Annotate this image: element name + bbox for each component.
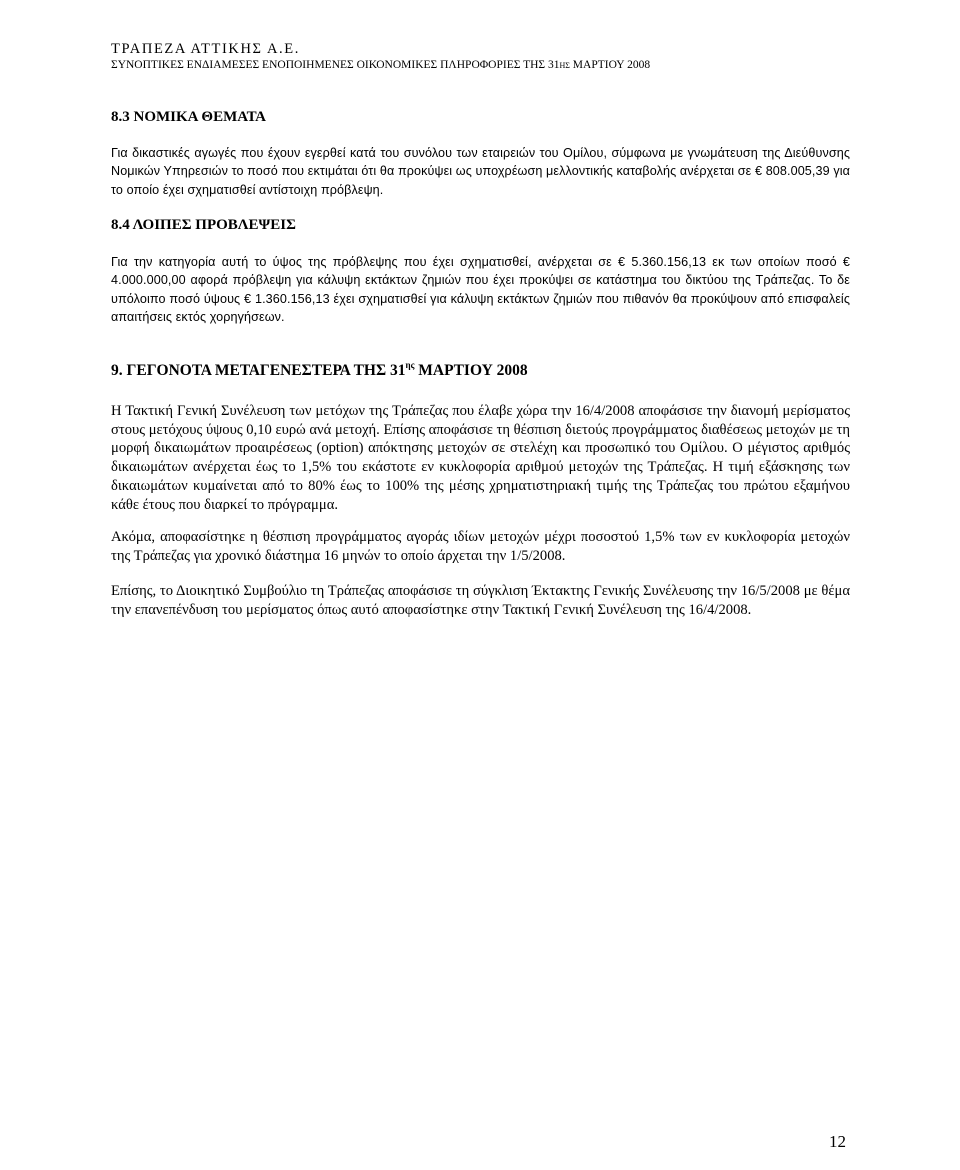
section-8-3-body [111,144,850,199]
section-9-text-1: Η Τακτική Γενική Συνέλευση των μετόχων της Τράπεζας που έλαβε χώρα την 16/4/2008 αποφάσισε την διανομή μερίσματος στους μετόχους ύψους 0,10 ευρώ ανά μετοχή. Επίσης αποφάσισε τη θέσπιση διετούς προγράμματος διαθέσεως μετοχών με τη μορφή δικαιωμάτων προαιρέσεως (option) απόκτησης μετοχών σε στελέχη και προσωπικό του Ομίλου. Ο μέγιστος αριθμός δικαιωμάτων ανέρχεται έως το 1,5% του εκάστοτε εν κυκλοφορία αριθμού μετοχών της Τράπεζας. Η τιμή εξάσκησης των δικαιωμάτων κυμαίνεται από το 80% έως το 100% της μέσης χρηματιστηριακή τιμής της Τράπεζας του πρώτου εξαμήνου κάθε έτους που διαρκεί το πρόγραμμα. [111,403,850,513]
section-8-4-text: Για την κατηγορία αυτή το ύψος της πρόβλεψης που έχει σχηματισθεί, ανέρχεται σε € 5.360.156,13 εκ των οποίων ποσό € 4.000.000,00 αφορά πρόβλεψη για κάλυψη εκτάκτων ζημιών που έχει προκύψει σε κατάστημα του δικτύου της Τράπεζας. Το δε υπόλοιπο ποσό ύψους € 1.360.156,13 έχει σχηματισθεί για κάλυψη εκτάκτων ζημιών που πιθανόν θα προκύψουν από επισφαλείς απαιτήσεις εκτός χορηγήσεων. [111,255,850,324]
section-9-title-prefix: 9. ΓΕΓΟΝΟΤΑ ΜΕΤΑΓΕΝΕΣΤΕΡΑ ΤΗΣ 31 [111,362,406,379]
section-9-text-3: Επίσης, το Διοικητικό Συμβούλιο τη Τράπεζας αποφάσισε τη σύγκλιση Έκτακτης Γενικής Συνέλευσης την 16/5/2008 με θέμα την επανεπένδυση του μερίσματος όπως αυτό αποφασίστηκε στην Τακτική Γενική Συνέλευση της 16/4/2008. [111,583,850,618]
section-8-4-body [111,253,850,326]
section-8-3 [111,108,850,126]
section-8-4-title: 8.4 ΛΟΙΠΕΣ ΠΡΟΒΛΕΨΕΙΣ [111,217,296,233]
page-header [111,40,851,73]
section-9-text-2: Ακόμα, αποφασίστηκε η θέσπιση προγράμματος αγοράς ιδίων μετοχών μέχρι ποσοστού 1,5% των εν κυκλοφορία μετοχών της Τράπεζας για χρονικό διάστημα 16 μηνών το οποίο άρχεται την 1/5/2008. [111,529,850,564]
section-9-title [111,361,850,381]
report-subtitle-end: ΜΑΡΤΙΟΥ 2008 [569,59,651,71]
section-8-3-title: 8.3 ΝΟΜΙΚΑ ΘΕΜΑΤΑ [111,109,267,125]
section-8-3-text: Για δικαστικές αγωγές που έχουν εγερθεί κατά του συνόλου των εταιρειών του Ομίλου, σύμφωνα με γνωμάτευση της Διεύθυνσης Νομικών Υπηρεσιών το ποσό που εκτιμάται ότι θα προκύψει ως υποχρέωση μελλοντικής καταβολής ανέρχεται σε € 808.005,39 για το οποίο έχει σχηματισθεί αντίστοιχη πρόβλεψη. [111,146,850,197]
section-9-paragraph-3 [111,582,850,619]
report-subtitle-main: ΣΥΝΟΠΤΙΚΕΣ ΕΝΔΙΑΜΕΣΕΣ ΕΝΟΠΟΙΗΜΕΝΕΣ ΟΙΚΟΝΟΜΙΚΕΣ ΠΛΗΡΟΦΟΡΙΕΣ ΤΗΣ 31 [111,59,560,71]
bank-name: ΤΡΑΠΕΖΑ ΑΤΤΙΚΗΣ Α.Ε. [111,41,300,57]
section-8-4 [111,216,850,234]
section-9-paragraph-1 [111,402,850,514]
report-subtitle [111,58,851,73]
page-number: 12 [829,1132,846,1151]
report-subtitle-suffix: ΗΣ [559,61,570,70]
section-9-paragraph-2 [111,528,850,565]
section-9-title-sup: ης [405,360,415,370]
section-9-title-suffix: ΜΑΡΤΙΟΥ 2008 [414,362,528,379]
section-9 [111,361,850,381]
